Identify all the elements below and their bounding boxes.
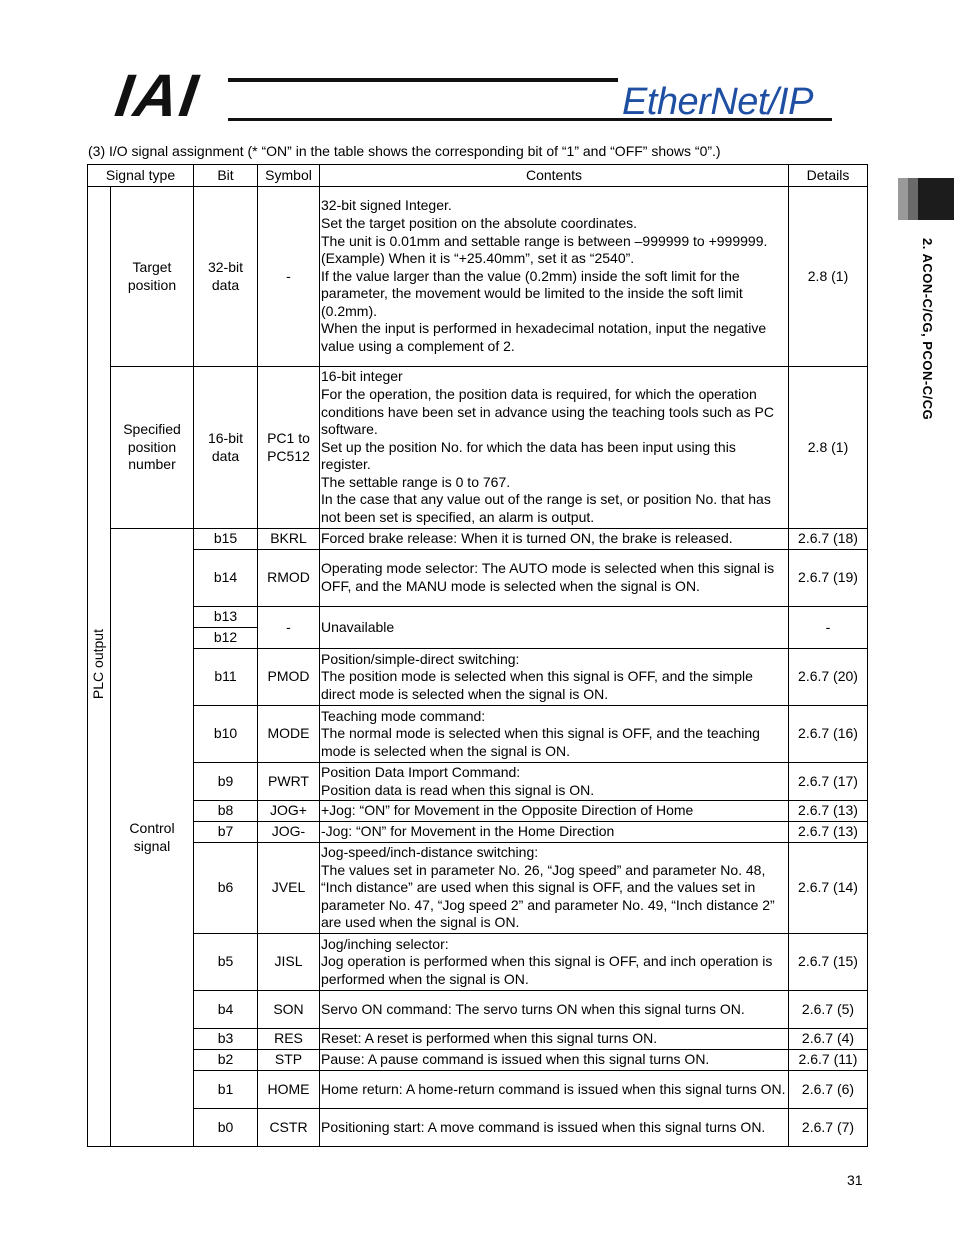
table-row [88, 607, 868, 628]
details-cell: 2.8 (1) [789, 187, 868, 367]
contents-line: 32-bit signed Integer. [321, 197, 452, 214]
contents-line: If the value larger than the value (0.2mm) inside the soft limit for the parameter, the movement would be limited to the inside the soft limit (0.2mm). [321, 267, 743, 319]
bit-cell: b6 [194, 843, 258, 934]
symbol-cell: HOME [258, 1071, 320, 1109]
signal-type-cell: Specified position number [111, 367, 194, 529]
chapter-tab-label: 2. ACON-C/CG, PCON-C/CG [920, 238, 935, 421]
details-cell: 2.6.7 (6) [789, 1071, 868, 1109]
details-cell: 2.6.7 (4) [789, 1029, 868, 1050]
contents-cell [320, 801, 789, 822]
details-cell: 2.6.7 (17) [789, 763, 868, 801]
symbol-cell: PMOD [258, 649, 320, 706]
contents-line: Position Data Import Command: [321, 763, 521, 780]
contents-line: Pause: A pause command is issued when this signal turns ON. [321, 1051, 710, 1068]
details-cell: 2.6.7 (7) [789, 1109, 868, 1147]
symbol-cell: PWRT [258, 763, 320, 801]
contents-line: Operating mode selector: The AUTO mode is selected when this signal is OFF, and the MANU mode is selected when the signal is ON. [321, 560, 775, 594]
contents-line: The values set in parameter No. 26, “Jog speed” and parameter No. 48, “Inch distance” are used when this signal is OFF, and the values set in parameter No. 47, “Jog speed 2” and parameter No. 49, “Inch distance 2” are used when the signal is ON. [321, 861, 775, 931]
table-row [88, 822, 868, 843]
bit-cell: b3 [194, 1029, 258, 1050]
details-cell: 2.6.7 (18) [789, 529, 868, 550]
bit-cell: b8 [194, 801, 258, 822]
bit-cell: b11 [194, 649, 258, 706]
contents-line: Unavailable [321, 618, 395, 635]
bit-cell: b10 [194, 706, 258, 763]
page-header [0, 0, 954, 130]
table-row [88, 1029, 868, 1050]
header-details: Details [789, 165, 868, 187]
table-row [88, 763, 868, 801]
contents-line: The normal mode is selected when this signal is OFF, and the teaching mode is selected when the signal is ON. [321, 725, 760, 759]
group-label: PLC output [90, 629, 107, 700]
table-row [88, 934, 868, 991]
table-header-row [88, 165, 868, 187]
contents-line: -Jog: “ON” for Movement in the Home Direction [321, 823, 615, 840]
table-row [88, 1071, 868, 1109]
contents-line: The position mode is selected when this signal is OFF, and the simple direct mode is selected when the signal is ON. [321, 668, 753, 702]
header-contents: Contents [320, 165, 789, 187]
table-row-specified-position [88, 367, 868, 529]
contents-cell [320, 822, 789, 843]
contents-line: Jog operation is performed when this signal is OFF, and inch operation is performed when the signal is ON. [321, 953, 773, 987]
contents-line: Set the target position on the absolute coordinates. [321, 214, 637, 231]
symbol-cell: PC1 to PC512 [258, 367, 320, 529]
contents-line: Teaching mode command: [321, 707, 486, 724]
io-signal-table [87, 164, 868, 1147]
contents-cell [320, 367, 789, 529]
table-row [88, 706, 868, 763]
contents-line: Position data is read when this signal is ON. [321, 781, 595, 798]
table-row [88, 991, 868, 1029]
bit-cell: b14 [194, 550, 258, 607]
contents-line: For the operation, the position data is required, for which the operation conditions have been set in advance using the teaching tools such as PC software. [321, 385, 774, 438]
table-body [88, 187, 868, 1147]
details-cell: 2.6.7 (16) [789, 706, 868, 763]
header-signal-type: Signal type [88, 165, 194, 187]
ethernet-ip-logo: EtherNet/IP [622, 81, 813, 123]
table-row [88, 801, 868, 822]
table-row [88, 550, 868, 607]
contents-cell [320, 187, 789, 367]
contents-line: (Example) When it is “+25.40mm”, set it as “2540”. [321, 250, 635, 267]
symbol-cell: JOG+ [258, 801, 320, 822]
contents-cell [320, 843, 789, 934]
bit-cell: b4 [194, 991, 258, 1029]
bit-cell: 32-bit data [194, 187, 258, 367]
header-symbol: Symbol [258, 165, 320, 187]
bit-cell: b12 [194, 628, 258, 649]
contents-cell [320, 991, 789, 1029]
symbol-cell: MODE [258, 706, 320, 763]
details-cell: 2.6.7 (14) [789, 843, 868, 934]
contents-line: Positioning start: A move command is issued when this signal turns ON. [321, 1118, 766, 1135]
contents-cell [320, 550, 789, 607]
bit-cell: b15 [194, 529, 258, 550]
contents-cell [320, 607, 789, 649]
contents-line: The settable range is 0 to 767. [321, 473, 511, 490]
contents-line: 16-bit integer [321, 368, 403, 385]
details-cell: 2.6.7 (13) [789, 822, 868, 843]
signal-type-cell: Control signal [111, 529, 194, 1147]
symbol-cell: CSTR [258, 1109, 320, 1147]
contents-line: The unit is 0.01mm and settable range is between –999999 to +999999. [321, 232, 768, 249]
details-cell: 2.6.7 (5) [789, 991, 868, 1029]
section-title: (3) I/O signal assignment (* “ON” in the table shows the corresponding bit of “1” and “OFF” shows “0”.) [88, 143, 721, 159]
symbol-cell: RMOD [258, 550, 320, 607]
details-cell: 2.6.7 (11) [789, 1050, 868, 1071]
contents-line: When the input is performed in hexadecimal notation, input the negative value using a complement of 2. [321, 320, 767, 355]
details-cell: 2.6.7 (20) [789, 649, 868, 706]
bit-cell: b7 [194, 822, 258, 843]
contents-cell [320, 934, 789, 991]
group-label-cell [88, 187, 111, 1147]
details-cell: 2.6.7 (13) [789, 801, 868, 822]
symbol-cell: SON [258, 991, 320, 1029]
contents-cell [320, 529, 789, 550]
bit-cell: b9 [194, 763, 258, 801]
contents-cell [320, 649, 789, 706]
symbol-cell: JVEL [258, 843, 320, 934]
table-row [88, 1050, 868, 1071]
contents-cell [320, 706, 789, 763]
bit-cell: b2 [194, 1050, 258, 1071]
symbol-cell: STP [258, 1050, 320, 1071]
contents-line: Jog/inching selector: [321, 935, 449, 952]
table-row-target-position [88, 187, 868, 367]
table-row [88, 843, 868, 934]
contents-cell [320, 763, 789, 801]
header-rule-top [228, 78, 618, 82]
contents-line: Reset: A reset is performed when this signal turns ON. [321, 1030, 658, 1047]
contents-line: +Jog: “ON” for Movement in the Opposite Direction of Home [321, 802, 694, 819]
contents-cell [320, 1050, 789, 1071]
contents-cell [320, 1071, 789, 1109]
contents-cell [320, 1109, 789, 1147]
details-cell: 2.8 (1) [789, 367, 868, 529]
symbol-cell: JOG- [258, 822, 320, 843]
symbol-cell: - [258, 607, 320, 649]
details-cell: 2.6.7 (15) [789, 934, 868, 991]
bit-cell: b0 [194, 1109, 258, 1147]
header-bit: Bit [194, 165, 258, 187]
bit-cell: b5 [194, 934, 258, 991]
contents-cell [320, 1029, 789, 1050]
contents-line: Home return: A home-return command is issued when this signal turns ON. [321, 1080, 786, 1097]
iai-logo: IAI [111, 62, 204, 129]
signal-type-cell: Target position [111, 187, 194, 367]
symbol-cell: RES [258, 1029, 320, 1050]
chapter-tab [898, 178, 954, 220]
table-row [88, 1109, 868, 1147]
contents-line: Set up the position No. for which the data has been input using this register. [321, 438, 736, 473]
symbol-cell: - [258, 187, 320, 367]
contents-line: In the case that any value out of the range is set, or position No. that has not been set is specified, an alarm is output. [321, 491, 771, 526]
contents-line: Position/simple-direct switching: [321, 650, 520, 667]
symbol-cell: JISL [258, 934, 320, 991]
details-cell: - [789, 607, 868, 649]
symbol-cell: BKRL [258, 529, 320, 550]
table-row [88, 649, 868, 706]
page-number: 31 [847, 1172, 863, 1188]
table-row [88, 529, 868, 550]
contents-line: Servo ON command: The servo turns ON when this signal turns ON. [321, 1000, 745, 1017]
contents-line: Forced brake release: When it is turned ON, the brake is released. [321, 530, 733, 547]
details-cell: 2.6.7 (19) [789, 550, 868, 607]
bit-cell: b13 [194, 607, 258, 628]
bit-cell: 16-bit data [194, 367, 258, 529]
contents-line: Jog-speed/inch-distance switching: [321, 844, 539, 861]
bit-cell: b1 [194, 1071, 258, 1109]
